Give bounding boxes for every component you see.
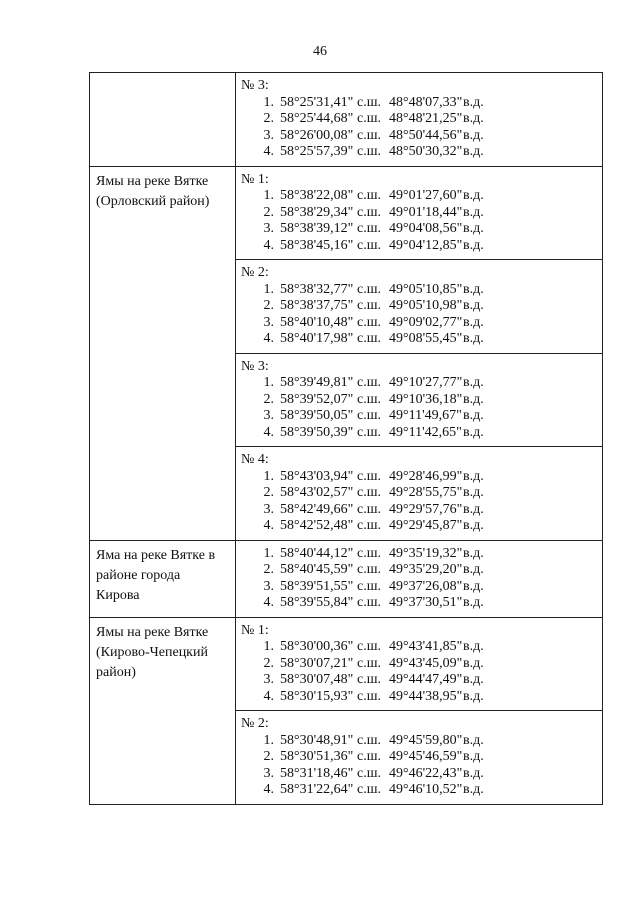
latitude-value: 58°40'10,48" [280,314,354,330]
east-unit: в.д. [463,639,484,654]
page-number: 46 [313,44,327,59]
north-unit: с.ш. [357,237,381,253]
east-unit: в.д. [463,188,484,203]
coordinate-line [241,188,602,205]
location-cell [90,540,236,617]
longitude-value: 49°37'26,08" [389,578,463,594]
longitude-value: 49°08'55,45" [389,331,463,346]
coordinate-line [241,782,602,799]
point-number: 2. [263,562,274,577]
coordinate-line [241,469,602,486]
longitude-value: 49°46'10,52" [389,782,463,797]
east-unit: в.д. [463,501,484,517]
table-row [90,166,603,260]
table-row [90,73,603,167]
north-unit: с.ш. [357,144,381,159]
point-number: 4. [263,144,274,159]
coordinate-line [241,144,602,161]
location-name: Ямы на реке Вятке (Орловский район) [96,173,210,209]
east-unit: в.д. [463,672,484,687]
coordinate-line [241,656,602,673]
coordinate-group [236,167,602,260]
coordinate-group [236,618,602,711]
latitude-value: 58°30'15,93" [280,688,354,704]
latitude-value: 58°25'44,68" [280,111,354,126]
north-unit: с.ш. [357,424,381,440]
coordinates-cell [236,540,603,617]
coordinate-line [241,733,602,750]
coordinate-line [241,518,602,535]
latitude-value: 58°40'44,12" [280,545,354,561]
coordinates-cell [236,73,603,167]
coordinate-line [241,282,602,299]
north-unit: с.ш. [357,749,381,764]
point-number: 3. [263,672,274,687]
east-unit: в.д. [463,237,484,253]
north-unit: с.ш. [357,221,381,236]
north-unit: с.ш. [357,408,381,423]
coordinate-group [236,711,602,804]
latitude-value: 58°30'51,36" [280,749,354,764]
east-unit: в.д. [463,485,484,500]
latitude-value: 58°40'45,59" [280,562,354,577]
point-number: 4. [263,331,274,346]
longitude-value: 49°43'41,85" [389,639,463,654]
latitude-value: 58°38'45,16" [280,237,354,253]
north-unit: с.ш. [357,111,381,126]
point-number: 4. [263,595,274,610]
north-unit: с.ш. [357,688,381,704]
north-unit: с.ш. [357,281,381,297]
longitude-value: 48°48'21,25" [389,111,463,126]
east-unit: в.д. [463,94,484,110]
longitude-value: 49°05'10,98" [389,298,463,313]
latitude-value: 58°43'03,94" [280,468,354,484]
coordinate-line [241,238,602,255]
point-number: 3. [263,221,274,236]
latitude-value: 58°38'39,12" [280,221,354,236]
east-unit: в.д. [463,127,484,143]
point-number: 1. [263,375,274,390]
east-unit: в.д. [463,655,484,671]
longitude-value: 49°11'42,65" [389,424,462,440]
longitude-value: 49°46'22,43" [389,765,463,781]
point-number: 2. [263,204,274,220]
coordinate-group [236,260,602,353]
east-unit: в.д. [463,595,484,610]
point-number: 4. [263,688,274,704]
coordinate-line [241,749,602,766]
coordinate-line [241,502,602,519]
coordinate-line [241,408,602,425]
north-unit: с.ш. [357,94,381,110]
coordinate-line [241,298,602,315]
longitude-value: 49°29'45,87" [389,518,463,533]
north-unit: с.ш. [357,501,381,517]
north-unit: с.ш. [357,765,381,781]
latitude-value: 58°38'29,34" [280,204,354,220]
north-unit: с.ш. [357,672,381,687]
point-number: 3. [263,127,274,143]
coordinate-line [241,579,602,596]
east-unit: в.д. [463,468,484,484]
coordinate-line [241,392,602,409]
point-number: 3. [263,408,274,423]
east-unit: в.д. [463,424,484,440]
coordinates-cell [236,353,603,447]
latitude-value: 58°31'18,46" [280,765,354,781]
east-unit: в.д. [463,204,484,220]
location-cell [90,617,236,804]
east-unit: в.д. [463,765,484,781]
latitude-value: 58°38'32,77" [280,281,354,297]
east-unit: в.д. [463,782,484,797]
point-number: 3. [263,578,274,594]
north-unit: с.ш. [357,782,381,797]
north-unit: с.ш. [357,578,381,594]
east-unit: в.д. [463,331,484,346]
coordinate-line [241,546,602,563]
east-unit: в.д. [463,314,484,330]
east-unit: в.д. [463,298,484,313]
longitude-value: 49°05'10,85" [389,281,463,297]
north-unit: с.ш. [357,314,381,330]
longitude-value: 49°29'57,76" [389,501,463,517]
north-unit: с.ш. [357,562,381,577]
longitude-value: 49°44'47,49" [389,672,463,687]
point-number: 4. [263,424,274,440]
coordinate-line [241,672,602,689]
latitude-value: 58°25'31,41" [280,94,354,110]
point-number: 2. [263,655,274,671]
latitude-value: 58°40'17,98" [280,331,354,346]
location-name: Яма на реке Вятке в районе города Кирова [96,547,216,603]
group-label: № 4: [241,452,269,467]
coordinates-cell [236,711,603,805]
group-label: № 1: [241,171,269,187]
east-unit: в.д. [463,562,484,577]
point-number: 1. [263,639,274,654]
coordinate-line [241,425,602,442]
coordinate-line [241,375,602,392]
location-name: Ямы на реке Вятке (Кирово-Чепецкий район) [96,624,209,680]
point-number: 3. [263,765,274,781]
longitude-value: 49°44'38,95" [389,688,463,704]
point-number: 2. [263,749,274,764]
coordinate-line [241,95,602,112]
latitude-value: 58°38'22,08" [280,188,354,203]
point-number: 1. [263,732,274,748]
coordinates-table [89,72,603,805]
longitude-value: 49°04'12,85" [389,237,463,253]
coordinate-line [241,205,602,222]
point-number: 3. [263,314,274,330]
north-unit: с.ш. [357,595,381,610]
north-unit: с.ш. [357,468,381,484]
latitude-value: 58°25'57,39" [280,144,354,159]
east-unit: в.д. [463,111,484,126]
longitude-value: 49°45'46,59" [389,749,463,764]
latitude-value: 58°30'07,21" [280,655,354,671]
group-label: № 3: [241,358,269,374]
north-unit: с.ш. [357,188,381,203]
longitude-value: 49°11'49,67" [389,408,462,423]
coordinates-cell [236,617,603,711]
point-number: 2. [263,111,274,126]
east-unit: в.д. [463,281,484,297]
longitude-value: 49°45'59,80" [389,732,463,748]
coordinate-line [241,221,602,238]
location-cell [90,166,236,540]
longitude-value: 49°10'27,77" [389,375,463,390]
coordinate-group [236,73,602,166]
latitude-value: 58°31'22,64" [280,782,354,797]
coordinate-line [241,766,602,783]
point-number: 3. [263,501,274,517]
point-number: 2. [263,485,274,500]
coordinate-group [236,541,602,617]
latitude-value: 58°39'55,84" [280,595,354,610]
longitude-value: 49°10'36,18" [389,391,463,407]
coordinates-cell [236,260,603,354]
longitude-value: 48°50'30,32" [389,144,463,159]
group-label: № 1: [241,622,269,638]
coordinate-line [241,111,602,128]
longitude-value: 49°09'02,77" [389,314,463,330]
latitude-value: 58°30'07,48" [280,672,354,687]
north-unit: с.ш. [357,639,381,654]
longitude-value: 49°01'27,60" [389,188,463,203]
longitude-value: 49°04'08,56" [389,221,463,236]
latitude-value: 58°30'00,36" [280,639,354,654]
longitude-value: 48°48'07,33" [389,94,463,110]
longitude-value: 49°28'55,75" [389,485,463,500]
table-row [90,540,603,617]
north-unit: с.ш. [357,485,381,500]
east-unit: в.д. [463,408,484,423]
latitude-value: 58°26'00,08" [280,127,354,143]
north-unit: с.ш. [357,518,381,533]
point-number: 2. [263,391,274,407]
coordinate-group [236,354,602,447]
coordinates-cell [236,166,603,260]
longitude-value: 49°28'46,99" [389,468,463,484]
north-unit: с.ш. [357,331,381,346]
point-number: 1. [263,281,274,297]
north-unit: с.ш. [357,127,381,143]
north-unit: с.ш. [357,655,381,671]
latitude-value: 58°43'02,57" [280,485,354,500]
longitude-value: 49°37'30,51" [389,595,463,610]
point-number: 4. [263,782,274,797]
east-unit: в.д. [463,518,484,533]
east-unit: в.д. [463,375,484,390]
longitude-value: 49°35'19,32" [389,545,463,561]
point-number: 1. [263,94,274,110]
east-unit: в.д. [463,688,484,704]
coordinate-line [241,562,602,579]
east-unit: в.д. [463,578,484,594]
east-unit: в.д. [463,749,484,764]
point-number: 1. [263,188,274,203]
coordinate-group [236,447,602,540]
north-unit: с.ш. [357,298,381,313]
latitude-value: 58°39'49,81" [280,375,354,390]
group-label: № 2: [241,716,269,731]
group-label: № 3: [241,78,269,93]
group-label: № 2: [241,265,269,280]
point-number: 4. [263,518,274,533]
latitude-value: 58°42'52,48" [280,518,354,533]
latitude-value: 58°39'52,07" [280,391,354,407]
longitude-value: 49°01'18,44" [389,204,463,220]
location-name [90,73,235,78]
coordinate-line [241,485,602,502]
latitude-value: 58°42'49,66" [280,501,354,517]
east-unit: в.д. [463,144,484,159]
east-unit: в.д. [463,391,484,407]
north-unit: с.ш. [357,545,381,561]
longitude-value: 49°35'29,20" [389,562,463,577]
north-unit: с.ш. [357,732,381,748]
latitude-value: 58°39'51,55" [280,578,354,594]
north-unit: с.ш. [357,204,381,220]
point-number: 2. [263,298,274,313]
coordinate-line [241,639,602,656]
east-unit: в.д. [463,732,484,748]
east-unit: в.д. [463,545,484,561]
latitude-value: 58°39'50,39" [280,424,354,440]
longitude-value: 49°43'45,09" [389,655,463,671]
longitude-value: 48°50'44,56" [389,127,463,143]
coordinate-line [241,689,602,706]
coordinate-line [241,595,602,612]
coordinate-line [241,331,602,348]
east-unit: в.д. [463,221,484,236]
coordinate-line [241,315,602,332]
north-unit: с.ш. [357,375,381,390]
point-number: 1. [263,545,274,561]
latitude-value: 58°38'37,75" [280,298,354,313]
point-number: 1. [263,468,274,484]
location-cell [90,73,236,167]
north-unit: с.ш. [357,391,381,407]
coordinates-cell [236,447,603,541]
table-row [90,617,603,711]
latitude-value: 58°39'50,05" [280,408,354,423]
point-number: 4. [263,237,274,253]
latitude-value: 58°30'48,91" [280,732,354,748]
coordinate-line [241,128,602,145]
